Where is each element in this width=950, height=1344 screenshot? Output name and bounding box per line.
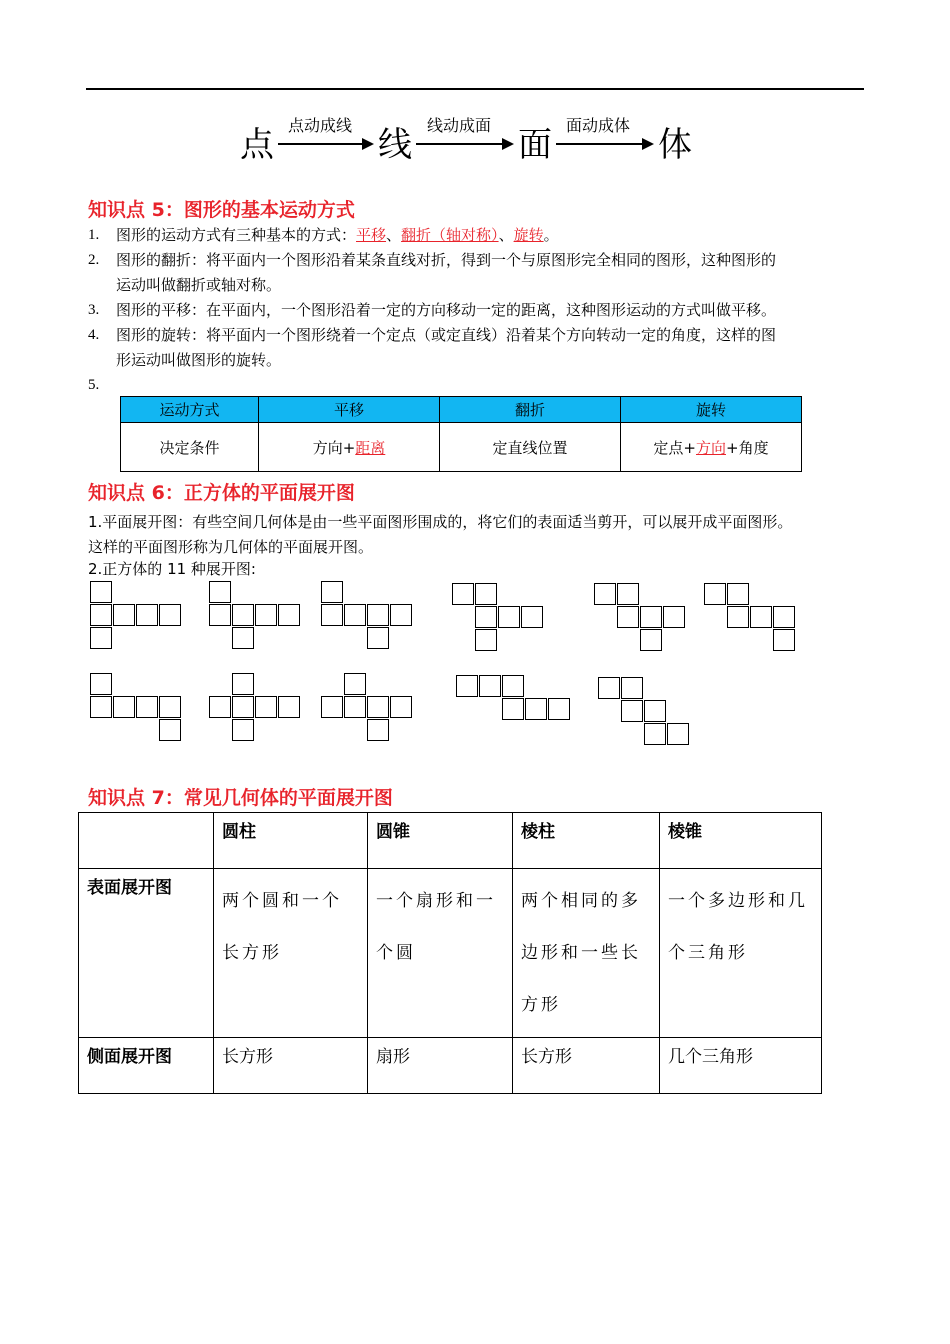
cube-net-6-square [773, 629, 795, 651]
cube-net-6-square [704, 583, 726, 605]
solids-surface-cylinder: 两个圆和一个长方形 [214, 869, 368, 1038]
cube-net-6-square [727, 606, 749, 628]
motion-header-reflection: 翻折 [440, 397, 621, 423]
cube-net-10-square [525, 698, 547, 720]
cube-net-11-square [644, 723, 666, 745]
cube-net-3-square [344, 604, 366, 626]
cube-net-10-square [479, 675, 501, 697]
cube-net-3-square [321, 604, 343, 626]
cube-net-4-square [475, 583, 497, 605]
cube-net-4-square [521, 606, 543, 628]
cube-net-1-square [90, 604, 112, 626]
solids-lateral-cone: 扇形 [368, 1038, 513, 1094]
cube-net-5-square [617, 606, 639, 628]
cube-net-2-square [232, 604, 254, 626]
cube-net-2-square [209, 581, 231, 603]
motion-cell-rotation: 定点+方向+角度 [621, 423, 802, 472]
solids-lateral-pyramid: 几个三角形 [660, 1038, 822, 1094]
cube-net-9-square [367, 696, 389, 718]
cube-net-3-square [390, 604, 412, 626]
solids-header-cylinder: 圆柱 [214, 813, 368, 869]
solids-row-surface-label: 表面展开图 [79, 869, 214, 1038]
cube-net-8-square [232, 719, 254, 741]
cube-net-10-square [548, 698, 570, 720]
flow-node-point: 点 [240, 125, 274, 165]
flow-arrow-2 [416, 143, 512, 145]
cube-net-10-square [502, 675, 524, 697]
flow-node-line: 线 [378, 125, 412, 165]
solids-header-pyramid: 棱锥 [660, 813, 822, 869]
cube-net-7-square [159, 696, 181, 718]
flow-label-3: 面动成体 [566, 116, 631, 135]
cube-net-1-square [136, 604, 158, 626]
cube-net-9-square [321, 696, 343, 718]
cube-net-11-square [644, 700, 666, 722]
cube-net-4-square [498, 606, 520, 628]
flow-arrow-1 [278, 143, 372, 145]
solids-header-cone: 圆锥 [368, 813, 513, 869]
cube-net-11-square [598, 677, 620, 699]
item-1-text: 图形的运动方式有三种基本的方式：平移、翻折（轴对称）、旋转。 [116, 226, 559, 244]
cube-net-7-square [90, 673, 112, 695]
item-1-number: 1. [88, 227, 100, 243]
cube-net-9-square [344, 673, 366, 695]
item-5-number: 5. [88, 377, 100, 393]
item-3-number: 3. [88, 302, 100, 318]
cube-net-5-square [617, 583, 639, 605]
cube-net-1-square [159, 604, 181, 626]
cube-net-7-square [136, 696, 158, 718]
cube-net-2-square [255, 604, 277, 626]
top-rule [86, 88, 864, 90]
cube-net-11-square [667, 723, 689, 745]
cube-net-3-square [321, 581, 343, 603]
motion-table [120, 396, 802, 472]
cube-net-2-square [232, 627, 254, 649]
cube-net-7-square [159, 719, 181, 741]
cube-net-5-square [594, 583, 616, 605]
cube-net-6-square [727, 583, 749, 605]
cube-net-1-square [113, 604, 135, 626]
cube-net-8-square [232, 696, 254, 718]
cube-net-7-square [113, 696, 135, 718]
cube-net-6-square [750, 606, 772, 628]
solids-header-corner [79, 813, 214, 869]
section-6-title: 知识点 6：正方体的平面展开图 [88, 482, 355, 504]
motion-header-translation: 平移 [259, 397, 440, 423]
cube-net-4-square [475, 606, 497, 628]
cube-net-8-square [232, 673, 254, 695]
cube-net-5-square [640, 606, 662, 628]
flow-arrow-3 [556, 143, 652, 145]
motion-header-rotation: 旋转 [621, 397, 802, 423]
cube-net-8-square [209, 696, 231, 718]
solids-lateral-cylinder: 长方形 [214, 1038, 368, 1094]
cube-net-3-square [367, 627, 389, 649]
cube-net-9-square [367, 719, 389, 741]
flow-label-1: 点动成线 [288, 116, 353, 135]
item-4-line-1: 图形的旋转：将平面内一个图形绕着一个定点（或定直线）沿着某个方向转动一定的角度，这样的图 [116, 326, 777, 344]
item-2-line-2: 运动叫做翻折或轴对称。 [116, 276, 282, 294]
section-6-para-1-line-1: 1.平面展开图：有些空间几何体是由一些平面图形围成的，将它们的表面适当剪开，可以展开成平面图形。 [88, 513, 793, 531]
section-6-para-2: 2.正方体的 11 种展开图: [88, 560, 256, 578]
cube-net-4-square [475, 629, 497, 651]
cube-net-1-square [90, 581, 112, 603]
cube-net-7-square [90, 696, 112, 718]
cube-net-11-square [621, 700, 643, 722]
cube-net-11-square [621, 677, 643, 699]
item-2-line-1: 图形的翻折：将平面内一个图形沿着某条直线对折，得到一个与原图形完全相同的图形，这种图形的 [116, 251, 777, 269]
solids-lateral-prism: 长方形 [513, 1038, 660, 1094]
cube-net-8-square [255, 696, 277, 718]
cube-net-9-square [344, 696, 366, 718]
cube-net-10-square [502, 698, 524, 720]
cube-net-9-square [390, 696, 412, 718]
motion-row-label: 决定条件 [121, 423, 259, 472]
solids-surface-prism: 两个相同的多边形和一些长方形 [513, 869, 660, 1038]
solids-row-lateral-label: 侧面展开图 [79, 1038, 214, 1094]
motion-cell-reflection: 定直线位置 [440, 423, 621, 472]
cube-net-8-square [278, 696, 300, 718]
flow-node-solid: 体 [658, 125, 692, 165]
section-6-para-1-line-2: 这样的平面图形称为几何体的平面展开图。 [88, 538, 374, 556]
solids-surface-cone: 一个扇形和一个圆 [368, 869, 513, 1038]
motion-cell-translation: 方向+距离 [259, 423, 440, 472]
solids-header-prism: 棱柱 [513, 813, 660, 869]
motion-header-type: 运动方式 [121, 397, 259, 423]
cube-net-2-square [209, 604, 231, 626]
section-7-title: 知识点 7：常见几何体的平面展开图 [88, 787, 393, 809]
cube-net-3-square [367, 604, 389, 626]
item-4-line-2: 形运动叫做图形的旋转。 [116, 351, 282, 369]
cube-net-4-square [452, 583, 474, 605]
solids-table [78, 812, 822, 1094]
cube-net-5-square [640, 629, 662, 651]
cube-net-1-square [90, 627, 112, 649]
item-3-line-1: 图形的平移：在平面内，一个图形沿着一定的方向移动一定的距离，这种图形运动的方式叫做平移。 [116, 301, 777, 319]
item-2-number: 2. [88, 252, 100, 268]
solids-surface-pyramid: 一个多边形和几个三角形 [660, 869, 822, 1038]
cube-net-10-square [456, 675, 478, 697]
flow-node-plane: 面 [518, 125, 552, 165]
section-5-title: 知识点 5：图形的基本运动方式 [88, 199, 355, 221]
flow-label-2: 线动成面 [427, 116, 492, 135]
cube-net-6-square [773, 606, 795, 628]
cube-net-5-square [663, 606, 685, 628]
cube-net-2-square [278, 604, 300, 626]
item-4-number: 4. [88, 327, 100, 343]
